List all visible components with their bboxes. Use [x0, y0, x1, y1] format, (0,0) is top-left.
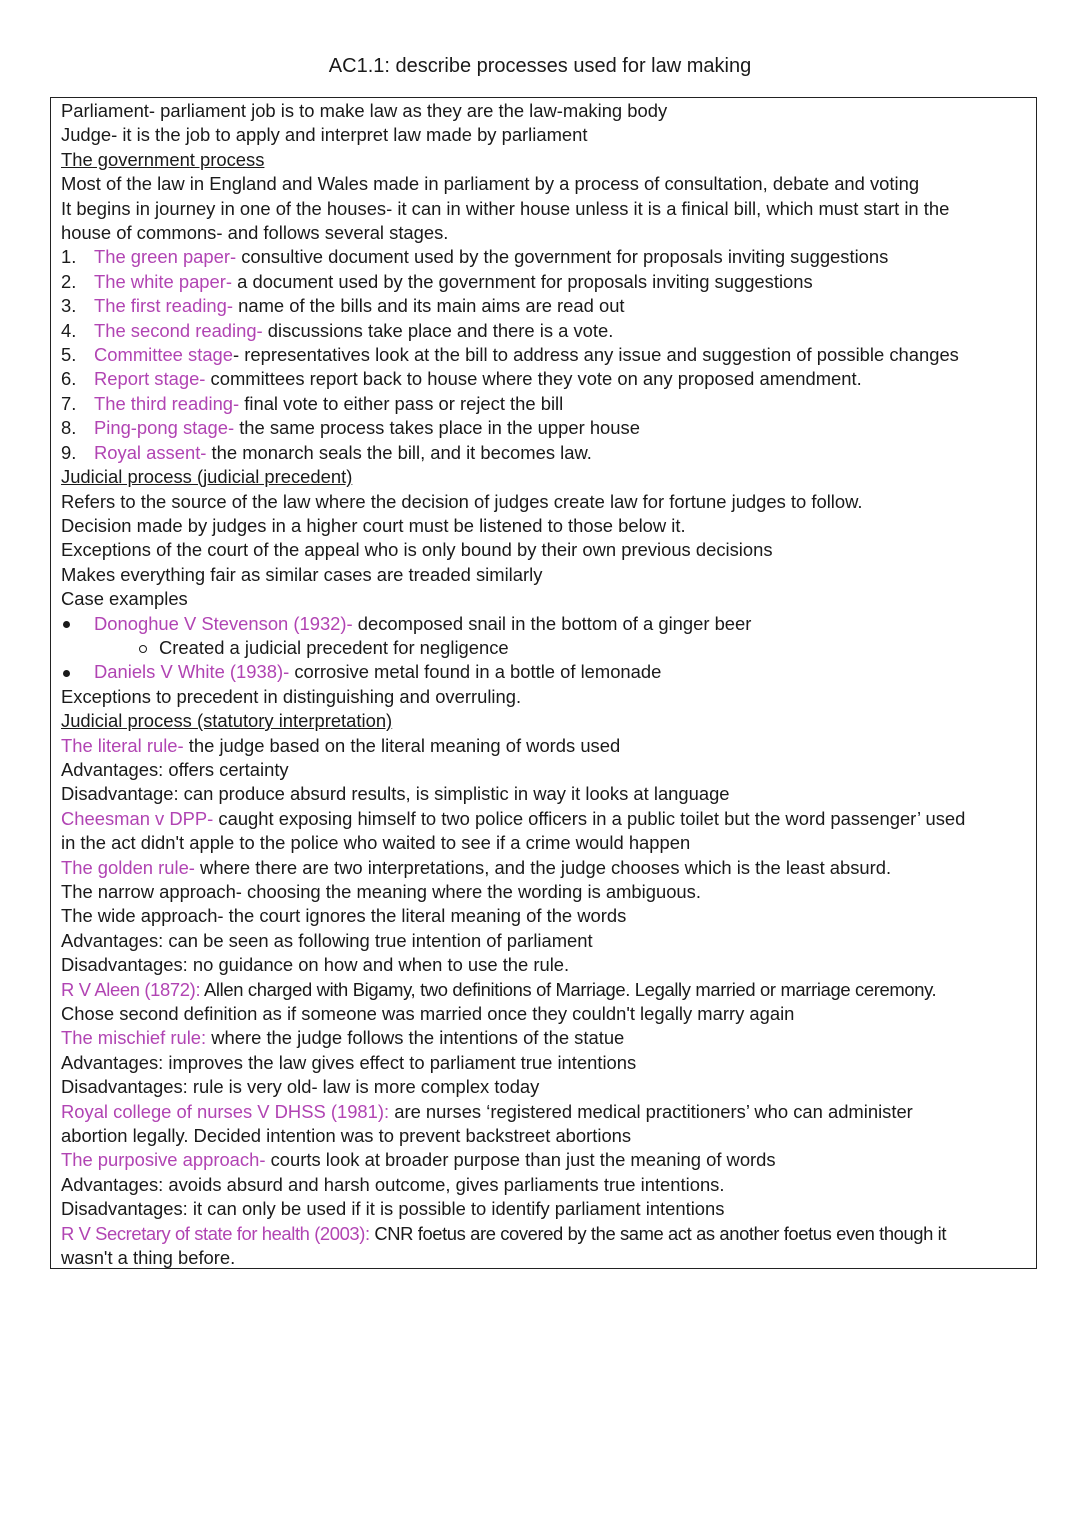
aleen-case — [61, 978, 1036, 1002]
text: courts look at broader purpose than just the meaning of words — [265, 1149, 776, 1171]
case-term: Daniels V White (1938)- — [94, 661, 290, 683]
stage-item — [61, 367, 1036, 391]
stage-term: Committee stage — [94, 344, 234, 366]
golden-adv: Advantages: can be seen as following true intention of parliament — [61, 929, 593, 951]
stage-item — [61, 294, 1036, 318]
precedent-p5: Case examples — [61, 588, 188, 610]
stage-item — [61, 270, 1036, 294]
mischief-rule — [61, 1026, 1036, 1050]
stage-term: Report stage- — [94, 368, 206, 390]
stage-text: committees report back to house where they vote on any proposed amendment. — [205, 368, 862, 390]
case-text: corrosive metal found in a bottle of lemonade — [289, 661, 662, 683]
sub-bullet-icon — [139, 645, 147, 653]
term: R V Secretary of state for health (2003): — [61, 1222, 370, 1244]
text: Allen charged with Bigamy, two definitions of Marriage. Legally married or marriage ceremony. — [200, 978, 937, 1000]
text: are nurses ‘registered medical practitioners’ who can administer — [389, 1100, 913, 1122]
narrow-approach: The narrow approach- choosing the meaning where the wording is ambiguous. — [61, 881, 701, 902]
term: Royal college of nurses V DHSS (1981): — [61, 1100, 390, 1122]
judge-line: Judge- it is the job to apply and interpret law made by parliament — [61, 124, 588, 146]
stage-item — [61, 441, 1036, 465]
stage-number: 4. — [61, 319, 77, 341]
text: caught exposing himself to two police officers in a public toilet but the word passenger’ used — [213, 807, 966, 829]
text: where the judge follows the intentions of the statue — [206, 1027, 625, 1049]
precedent-p3: Exceptions of the court of the appeal who is only bound by their own previous decisions — [61, 539, 773, 561]
text: where there are two interpretations, and the judge chooses which is the least absurd. — [194, 856, 892, 878]
stage-item — [61, 392, 1036, 416]
golden-dis: Disadvantages: no guidance on how and when to use the rule. — [61, 954, 570, 976]
statutory-heading: Judicial process (statutory interpretation) — [61, 710, 393, 732]
stage-text: - representatives look at the bill to address any issue and suggestion of possible changes — [233, 344, 959, 366]
term: The literal rule- — [61, 734, 184, 756]
secretary-case-cont: wasn't a thing before. — [61, 1247, 236, 1269]
stage-item — [61, 416, 1036, 440]
stage-text: name of the bills and its main aims are read out — [233, 295, 625, 317]
rcn-case — [61, 1100, 1036, 1124]
stage-item — [61, 319, 1036, 343]
stage-text: final vote to either pass or reject the bill — [239, 392, 564, 414]
wide-approach: The wide approach- the court ignores the literal meaning of the words — [61, 905, 627, 927]
case-bullet — [61, 660, 1036, 684]
text: the judge based on the literal meaning of words used — [183, 734, 621, 756]
rcn-case-cont: abortion legally. Decided intention was to prevent backstreet abortions — [61, 1125, 632, 1147]
term: Cheesman v DPP- — [61, 807, 214, 829]
term: The mischief rule: — [61, 1027, 207, 1049]
precedent-p4: Makes everything fair as similar cases are treaded similarly — [61, 563, 543, 585]
golden-rule — [61, 856, 1036, 880]
case-text: decomposed snail in the bottom of a ginger beer — [352, 612, 752, 634]
page-title: AC1.1: describe processes used for law making — [328, 55, 752, 77]
stage-number: 6. — [61, 368, 77, 390]
literal-rule — [61, 734, 1036, 758]
precedent-p1: Refers to the source of the law where the decision of judges create law for fortune judges to follow. — [61, 490, 863, 512]
case-term: Donoghue V Stevenson (1932)- — [94, 612, 353, 634]
term: The golden rule- — [61, 856, 195, 878]
stage-number: 2. — [61, 270, 77, 292]
literal-dis: Disadvantage: can produce absurd results, is simplistic in way it looks at language — [61, 783, 730, 805]
aleen-case-cont: Chose second definition as if someone was married once they couldn't legally marry again — [61, 1003, 795, 1025]
stage-term: The green paper- — [94, 246, 237, 268]
bullet-icon — [63, 670, 70, 677]
stage-term: The white paper- — [94, 270, 233, 292]
stage-term: Ping-pong stage- — [94, 417, 235, 439]
stage-term: The first reading- — [94, 295, 234, 317]
stage-item — [61, 343, 1036, 367]
bullet-icon — [63, 621, 70, 628]
precedent-heading: Judicial process (judicial precedent) — [61, 466, 353, 488]
stage-number: 8. — [61, 417, 77, 439]
mischief-dis: Disadvantages: rule is very old- law is more complex today — [61, 1076, 540, 1098]
precedent-p2: Decision made by judges in a higher court must be listened to those below it. — [61, 514, 686, 536]
stages-list — [61, 245, 1036, 465]
stage-number: 1. — [61, 246, 77, 268]
stage-number: 5. — [61, 344, 77, 366]
stage-term: The third reading- — [94, 392, 240, 414]
stage-text: consultive document used by the government for proposals inviting suggestions — [236, 246, 889, 268]
mischief-adv: Advantages: improves the law gives effect to parliament true intentions — [61, 1051, 637, 1073]
case-bullet — [61, 612, 1036, 636]
purposive-approach — [61, 1148, 1036, 1172]
stage-text: discussions take place and there is a vote. — [262, 319, 614, 341]
government-p3: house of commons- and follows several stages. — [61, 222, 449, 244]
literal-adv: Advantages: offers certainty — [61, 758, 289, 780]
secretary-case — [61, 1222, 1036, 1246]
parliament-line: Parliament- parliament job is to make law as they are the law-making body — [61, 100, 668, 121]
government-heading: The government process — [61, 148, 265, 170]
stage-text: the same process takes place in the upper house — [234, 417, 640, 439]
purposive-dis: Disadvantages: it can only be used if it is possible to identify parliament intentions — [61, 1198, 725, 1220]
cheesman-case — [61, 807, 1036, 831]
text: CNR foetus are covered by the same act as another foetus even though it — [369, 1222, 947, 1244]
stage-text: the monarch seals the bill, and it becomes law. — [206, 441, 592, 463]
notes-box — [50, 97, 1037, 1269]
stage-term: The second reading- — [94, 319, 263, 341]
purposive-adv: Advantages: avoids absurd and harsh outcome, gives parliaments true intentions. — [61, 1173, 725, 1195]
case-sub-bullet — [61, 636, 1036, 660]
stage-number: 7. — [61, 392, 77, 414]
term: The purposive approach- — [61, 1149, 266, 1171]
stage-term: Royal assent- — [94, 441, 207, 463]
government-p2: It begins in journey in one of the houses- it can in wither house unless it is a finical bill, which must start in the — [61, 197, 950, 219]
stage-text: a document used by the government for proposals inviting suggestions — [232, 270, 813, 292]
stage-number: 9. — [61, 441, 77, 463]
cheesman-case-cont: in the act didn't apple to the police who waited to see if a crime would happen — [61, 832, 691, 854]
stage-number: 3. — [61, 295, 77, 317]
stage-item — [61, 245, 1036, 269]
government-p1: Most of the law in England and Wales made in parliament by a process of consultation, debate and voting — [61, 173, 920, 195]
precedent-p6: Exceptions to precedent in distinguishing and overruling. — [61, 685, 522, 707]
case-sub-text: Created a judicial precedent for negligence — [159, 636, 509, 658]
term: R V Aleen (1872): — [61, 978, 201, 1000]
